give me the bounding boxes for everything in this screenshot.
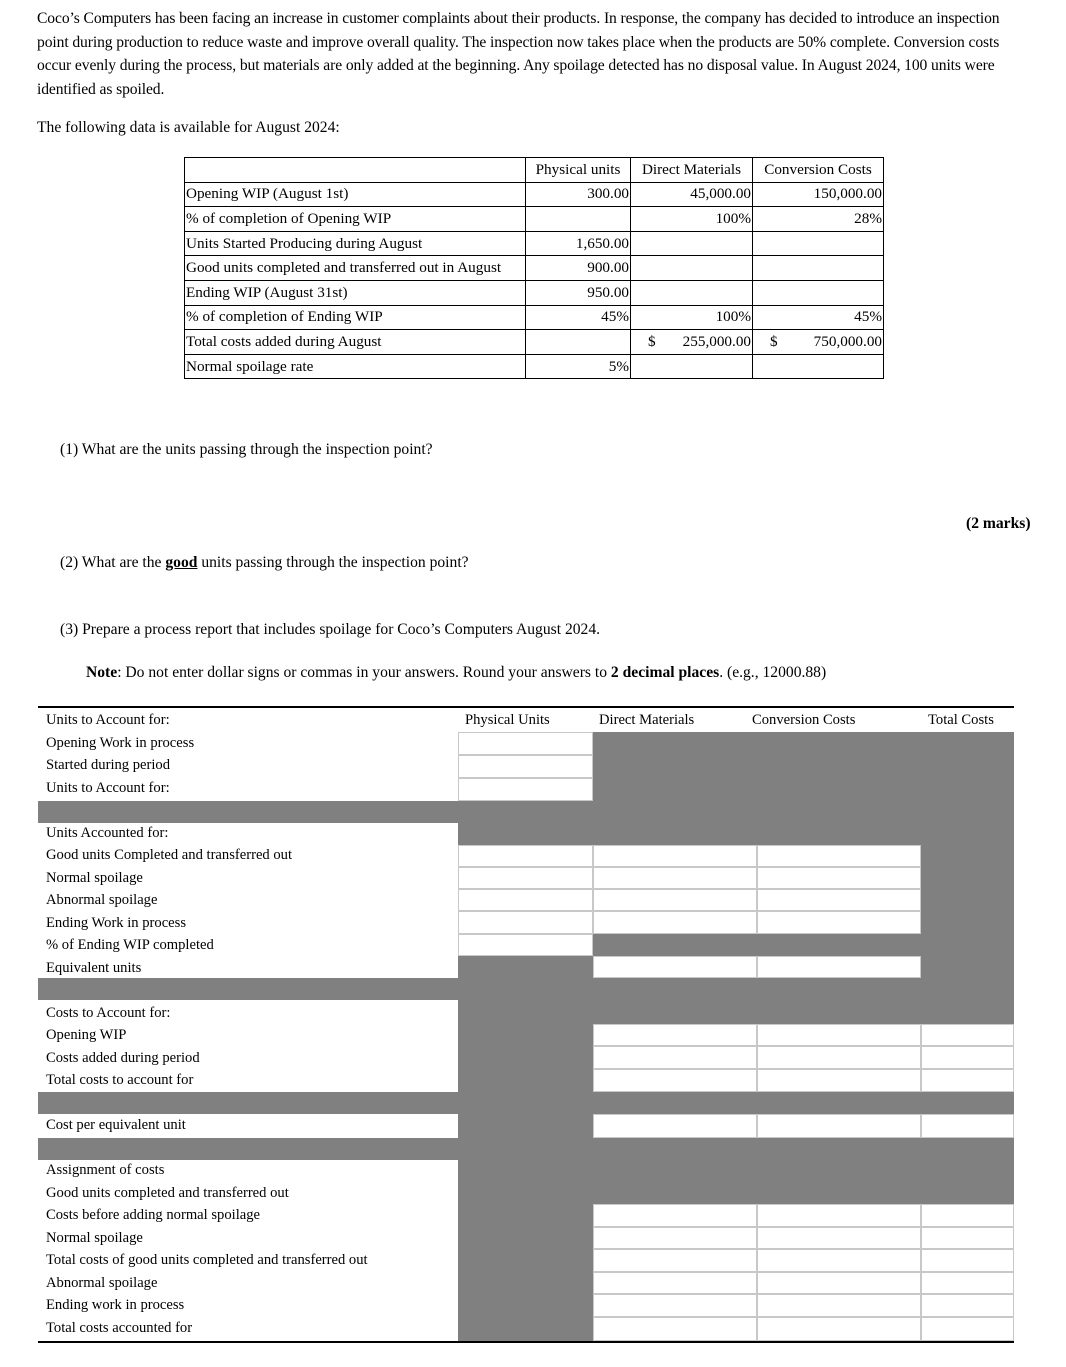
input-abnormal-spoilage-dm[interactable] xyxy=(593,889,757,911)
input-costs-before-cc[interactable] xyxy=(757,1204,921,1227)
header-total-costs: Total Costs xyxy=(928,712,994,728)
input-normal-spoilage-dm[interactable] xyxy=(593,867,757,889)
data-available-label: The following data is available for August 2024: xyxy=(37,119,340,136)
input-normal-spoilage-cc-cost[interactable] xyxy=(757,1227,921,1249)
shade-costs-physical xyxy=(458,1024,593,1092)
data-table xyxy=(184,157,884,379)
question-2: (2) What are the good units passing through the inspection point? xyxy=(60,554,469,571)
label-total-costs: Total costs to account for xyxy=(46,1072,194,1088)
input-total-costs-total[interactable] xyxy=(921,1069,1014,1092)
input-total-accounted-dm[interactable] xyxy=(593,1317,757,1341)
data-row: Opening WIP (August 1st) 300.00 45,000.00 150,000.00 xyxy=(185,182,884,207)
input-pct-ending-physical[interactable] xyxy=(458,934,593,956)
label-total-accounted: Total costs accounted for xyxy=(46,1320,193,1336)
input-total-costs-dm[interactable] xyxy=(593,1069,757,1092)
input-total-costs-cc[interactable] xyxy=(757,1069,921,1092)
shade-units-to-account xyxy=(593,732,1014,801)
shade-equiv-physical xyxy=(458,956,593,978)
label-total-good: Total costs of good units completed and transferred out xyxy=(46,1252,368,1268)
label-ending-wip: Ending Work in process xyxy=(46,915,187,931)
data-row: Good units completed and transferred out in August 900.00 xyxy=(185,256,884,281)
col-conversion-costs: Conversion Costs xyxy=(753,158,884,183)
marks-label: (2 marks) xyxy=(966,515,1031,532)
shade-cpeu-physical xyxy=(458,1114,593,1138)
data-row: Total costs added during August $ 255,000.00 $ 750,000.00 xyxy=(185,330,884,355)
data-table-header xyxy=(185,158,884,183)
input-total-good-cc[interactable] xyxy=(757,1249,921,1272)
units-to-account-heading: Units to Account for: xyxy=(46,712,170,728)
col-direct-materials: Direct Materials xyxy=(631,158,753,183)
label-assignment: Assignment of costs xyxy=(46,1162,165,1178)
input-opening-wip-dm-cost[interactable] xyxy=(593,1024,757,1046)
shade-separator-4 xyxy=(38,1138,1014,1160)
note: Note: Do not enter dollar signs or commas in your answers. Round your answers to 2 decimal places. (e.g., 12000.88) xyxy=(86,664,827,681)
label-normal-spoilage-cost: Normal spoilage xyxy=(46,1230,143,1246)
label-pct-ending: % of Ending WIP completed xyxy=(46,937,214,953)
input-good-units-dm[interactable] xyxy=(593,845,757,867)
data-row: % of completion of Opening WIP 100% 28% xyxy=(185,207,884,232)
label-units-accounted: Units Accounted for: xyxy=(46,825,169,841)
header-direct-materials: Direct Materials xyxy=(599,712,695,728)
data-row: Ending WIP (August 31st) 950.00 xyxy=(185,280,884,305)
label-opening-wip: Opening Work in process xyxy=(46,735,195,751)
shade-assignment-physical xyxy=(458,1204,593,1341)
question-1: (1) What are the units passing through the inspection point? xyxy=(60,441,433,458)
input-ending-wip-cc[interactable] xyxy=(757,911,921,934)
input-ending-wip-cc-cost[interactable] xyxy=(757,1294,921,1317)
question-3: (3) Prepare a process report that includes spoilage for Coco’s Computers August 2024. xyxy=(60,621,601,638)
input-cpeu-dm[interactable] xyxy=(593,1114,757,1138)
input-ending-wip-total-cost[interactable] xyxy=(921,1294,1014,1317)
input-started-units[interactable] xyxy=(458,755,593,778)
input-cpeu-cc[interactable] xyxy=(757,1114,921,1138)
label-abnormal-cost: Abnormal spoilage xyxy=(46,1275,158,1291)
label-costs-to-account: Costs to Account for: xyxy=(46,1005,171,1021)
shade-costs-header xyxy=(458,1000,1014,1024)
label-ending-wip-cost: Ending work in process xyxy=(46,1297,185,1313)
input-costs-added-cc[interactable] xyxy=(757,1046,921,1069)
input-good-units-physical[interactable] xyxy=(458,845,593,867)
intro-paragraph: Coco’s Computers has been facing an increase in customer complaints about their products. In response, the company has decided to introduce an inspection point during production to reduce waste and improve overall quality. The inspection now takes place when the products are 50% complete. Conversion costs occur evenly during the process, but materials are only added at the beginning. Any spoilage detected has no disposal value. In August 2024, 100 units were identified as spoiled. xyxy=(37,10,1000,99)
input-ending-wip-dm-cost[interactable] xyxy=(593,1294,757,1317)
input-normal-spoilage-cc[interactable] xyxy=(757,867,921,889)
input-costs-added-dm[interactable] xyxy=(593,1046,757,1069)
col-physical-units: Physical units xyxy=(526,158,631,183)
label-units-to-account-total: Units to Account for: xyxy=(46,780,170,796)
input-total-good-total[interactable] xyxy=(921,1249,1014,1272)
label-started: Started during period xyxy=(46,757,171,773)
shade-units-accounted-header xyxy=(458,823,1014,845)
input-units-to-account-total[interactable] xyxy=(458,778,593,801)
label-normal-spoilage: Normal spoilage xyxy=(46,870,143,886)
input-costs-before-total[interactable] xyxy=(921,1204,1014,1227)
dollar-sign: $ xyxy=(648,332,656,350)
input-costs-added-total[interactable] xyxy=(921,1046,1014,1069)
dollar-sign: $ xyxy=(770,332,778,350)
good-emphasis: good xyxy=(165,554,198,571)
shade-separator-3 xyxy=(38,1092,1014,1114)
input-equiv-units-cc[interactable] xyxy=(757,956,921,978)
shade-separator-2 xyxy=(38,978,1014,1000)
input-equiv-units-dm[interactable] xyxy=(593,956,757,978)
process-report xyxy=(38,706,1014,1343)
data-row: % of completion of Ending WIP 45% 100% 45% xyxy=(185,305,884,330)
input-total-accounted-total[interactable] xyxy=(921,1317,1014,1341)
input-normal-spoilage-dm-cost[interactable] xyxy=(593,1227,757,1249)
label-good-units-cost: Good units completed and transferred out xyxy=(46,1185,289,1201)
label-costs-added: Costs added during period xyxy=(46,1050,200,1066)
shade-assignment-header xyxy=(458,1160,1014,1204)
data-row: Normal spoilage rate 5% xyxy=(185,354,884,379)
input-normal-spoilage-physical[interactable] xyxy=(458,867,593,889)
input-ending-wip-physical[interactable] xyxy=(458,911,593,934)
input-good-units-cc[interactable] xyxy=(757,845,921,867)
input-total-good-dm[interactable] xyxy=(593,1249,757,1272)
input-abnormal-dm-cost[interactable] xyxy=(593,1272,757,1294)
label-abnormal-spoilage: Abnormal spoilage xyxy=(46,892,158,908)
input-costs-before-dm[interactable] xyxy=(593,1204,757,1227)
shade-total-column-1 xyxy=(921,845,1014,956)
input-total-accounted-cc[interactable] xyxy=(757,1317,921,1341)
input-opening-wip-total-cost[interactable] xyxy=(921,1024,1014,1046)
label-equivalent-units: Equivalent units xyxy=(46,960,142,976)
input-abnormal-spoilage-physical[interactable] xyxy=(458,889,593,911)
shade-equiv-total xyxy=(921,956,1014,978)
input-abnormal-total-cost[interactable] xyxy=(921,1272,1014,1294)
shade-separator-1 xyxy=(38,801,1014,823)
label-costs-before: Costs before adding normal spoilage xyxy=(46,1207,260,1223)
header-physical-units: Physical Units xyxy=(465,712,550,728)
input-opening-wip-cc-cost[interactable] xyxy=(757,1024,921,1046)
label-opening-wip-cost: Opening WIP xyxy=(46,1027,127,1043)
header-conversion-costs: Conversion Costs xyxy=(752,712,856,728)
label-cost-per-eu: Cost per equivalent unit xyxy=(46,1117,186,1133)
input-normal-spoilage-total-cost[interactable] xyxy=(921,1227,1014,1249)
shade-pct-row xyxy=(593,934,921,956)
input-abnormal-spoilage-cc[interactable] xyxy=(757,889,921,911)
input-abnormal-cc-cost[interactable] xyxy=(757,1272,921,1294)
input-ending-wip-dm[interactable] xyxy=(593,911,757,934)
input-cpeu-total[interactable] xyxy=(921,1114,1014,1138)
data-row: Units Started Producing during August 1,650.00 xyxy=(185,231,884,256)
label-good-units: Good units Completed and transferred out xyxy=(46,847,293,863)
input-opening-wip-units[interactable] xyxy=(458,732,593,755)
